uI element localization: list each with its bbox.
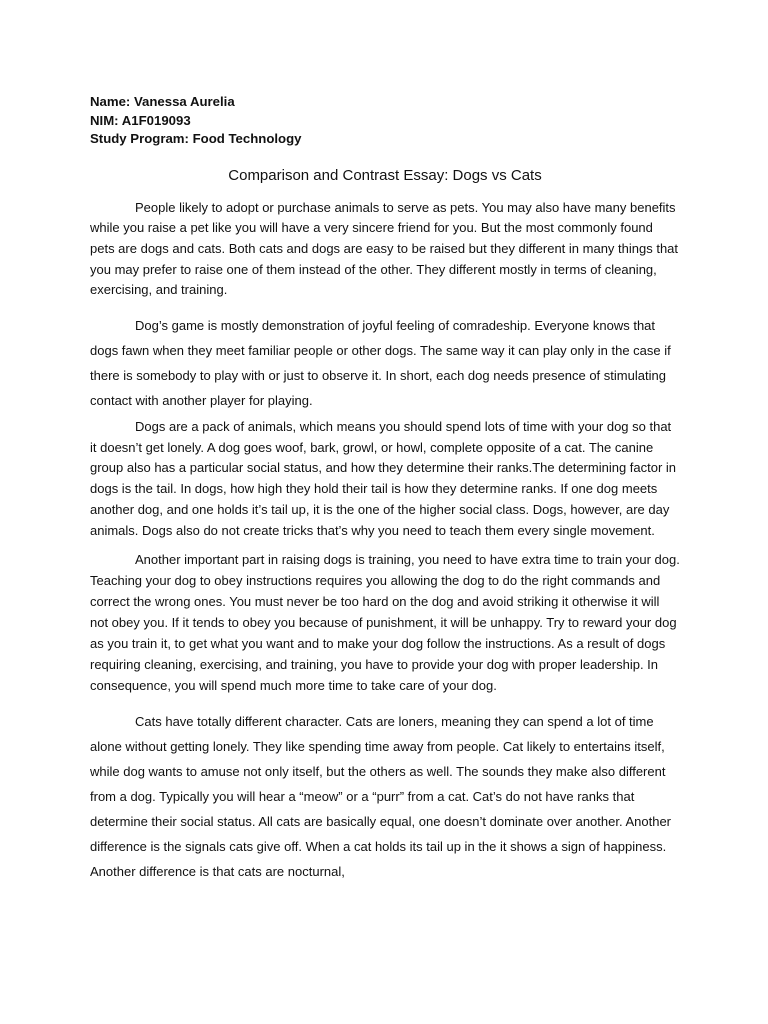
study-program: Study Program: Food Technology — [90, 131, 302, 146]
paragraph-dog-game: Dog’s game is mostly demonstration of joyful feeling of comradeship. Everyone knows that dogs fawn when they meet familiar people or other dogs. The same way it can play only in the case if there is somebody to play with or just to observe it. In short, each dog needs presence of stimulating contact with another player for playing. — [90, 318, 671, 409]
paragraph-dog-training: Another important part in raising dogs is training, you need to have extra time to train your dog. Teaching your dog to obey instructions requires you allowing the dog to do the right commands and correct the wrong ones. You must never be too hard on the dog and avoid striking it otherwise it will not obey you. If it tends to obey you because of punishment, it will be unhappy. Try to reward your dog as you train it, to get what you want and to make your dog follow the instructions. As a result of dogs requiring cleaning, exercising, and training, you have to provide your dog with proper leadership. In consequence, you will spend much more time to take care of your dog. — [90, 552, 680, 693]
student-nim: NIM: A1F019093 — [90, 112, 191, 128]
student-name: Name: Vanessa Aurelia — [90, 94, 235, 109]
document-page — [90, 93, 680, 884]
paragraph-cats: Cats have totally different character. Cats are loners, meaning they can spend a lot of time alone without getting lonely. They like spending time away from people. Cat likely to entertains itself, while dog wants to amuse not only itself, but the others as well. The sounds they make also different from a dog. Typically you will hear a “meow” or a “purr” from a cat. Cat’s do not have ranks that determine their social status. All cats are basically equal, one doesn’t dominate over another. Another difference is the signals cats give off. When a cat holds its tail up in the it shows a sign of happiness. Another difference is that cats are nocturnal, — [90, 713, 672, 879]
paragraph-intro: People likely to adopt or purchase animals to serve as pets. You may also have many benefits while you raise a pet like you will have a very sincere friend for you. But the most commonly found pets are dogs and cats. Both cats and dogs are easy to be raised but they different in many things that you may prefer to raise one of them instead of the other. They different mostly in terms of cleaning, exercising, and training. — [90, 199, 679, 298]
essay-title: Comparison and Contrast Essay: Dogs vs Cats — [228, 166, 542, 184]
paragraph-dog-pack: Dogs are a pack of animals, which means you should spend lots of time with your dog so that it doesn’t get lonely. A dog goes woof, bark, growl, or howl, complete opposite of a cat. The canine group also has a particular social status, and how they determine their ranks.The determining factor in dogs is the tail. In dogs, how high they hold their tail is how they determine ranks. If one dog meets another dog, and one holds it’s tail up, it is the one of the higher social class. Dogs, however, are day animals. Dogs also do not create tricks that’s why you need to teach them every single movement. — [90, 419, 677, 538]
